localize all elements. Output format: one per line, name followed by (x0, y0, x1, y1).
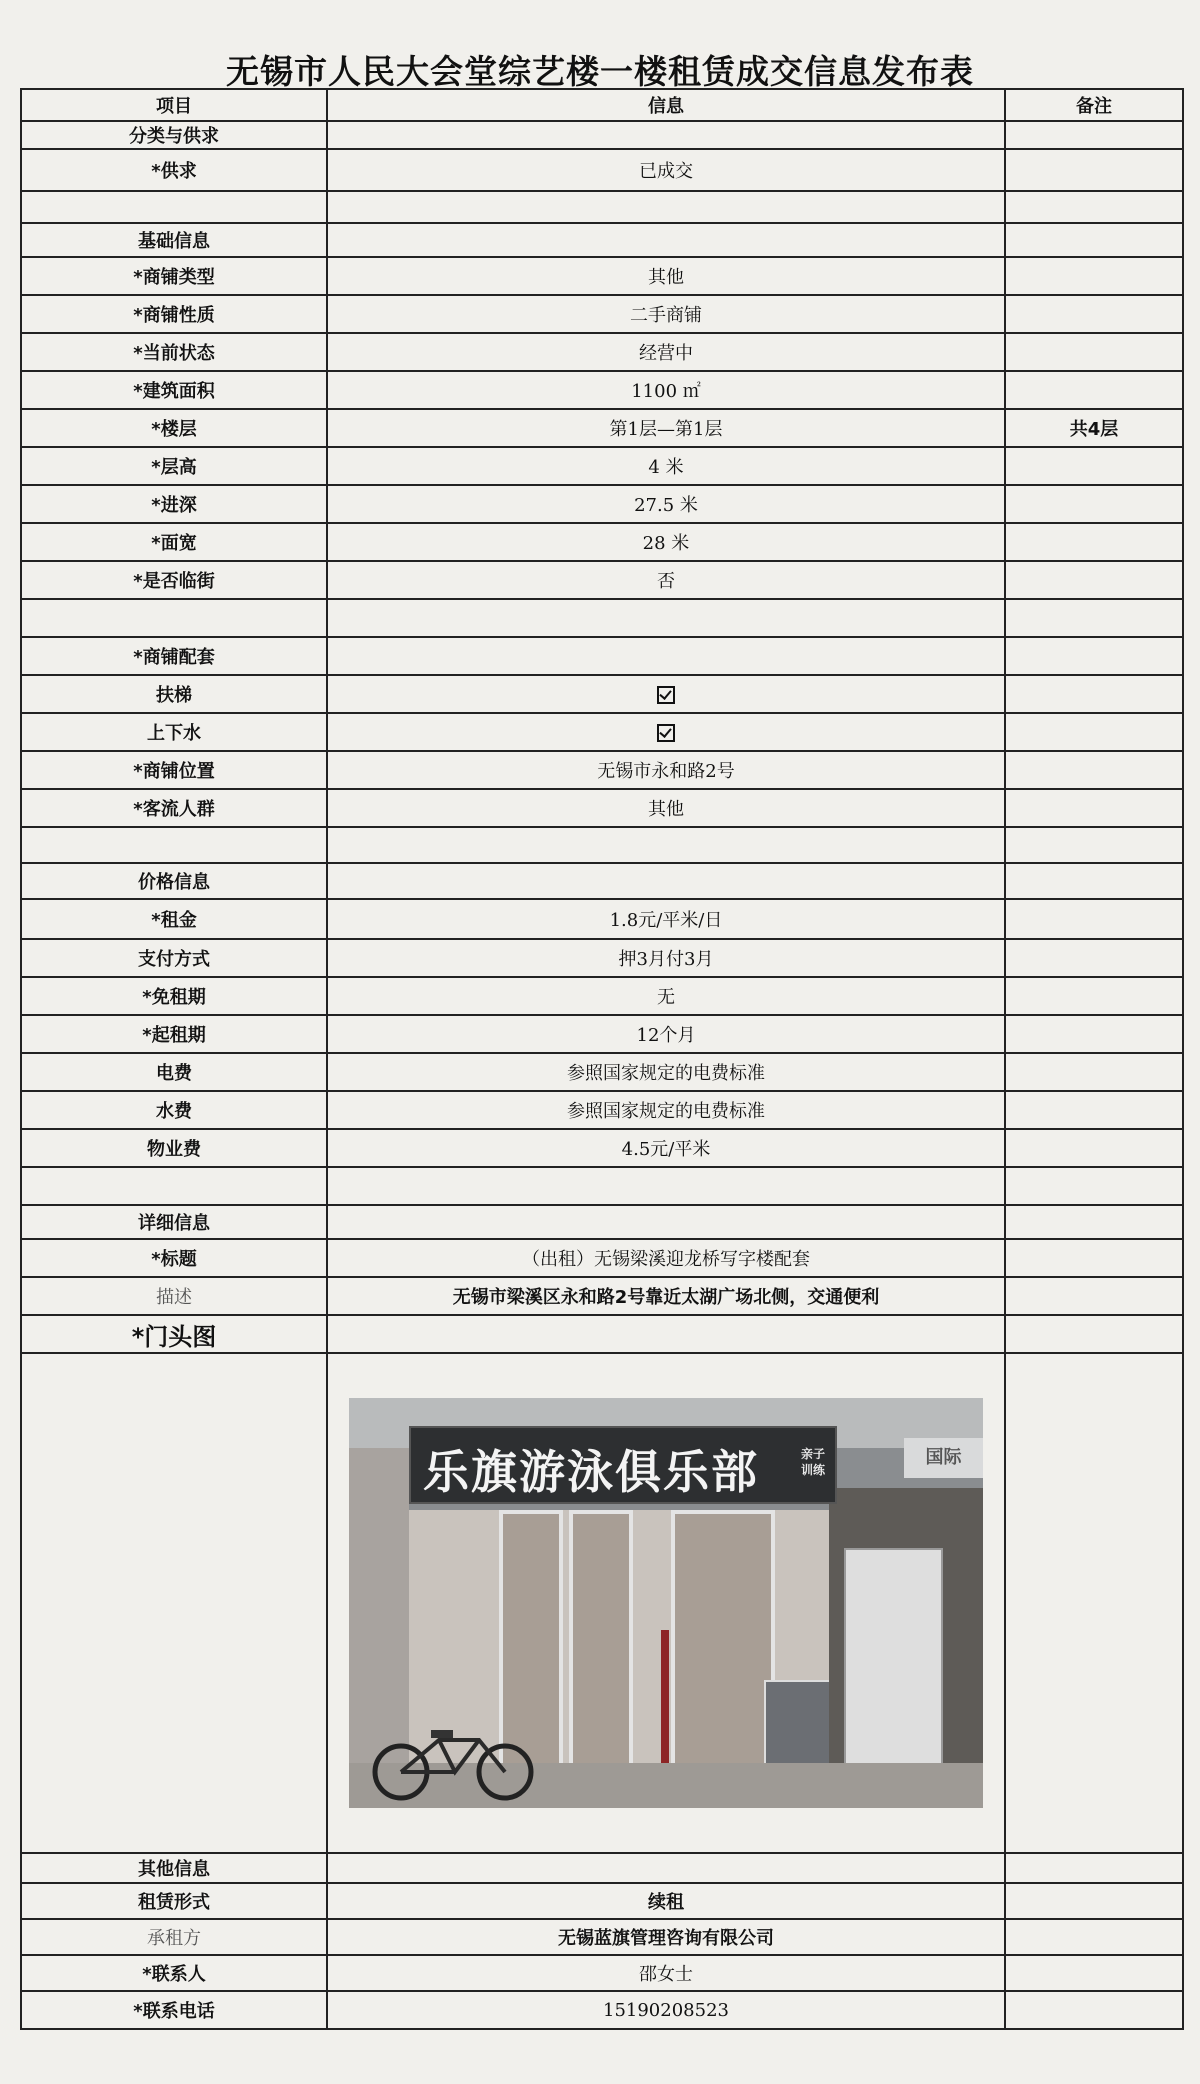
section-row (21, 223, 1183, 257)
water-check-cell (327, 713, 1005, 751)
header-item: 项目 (21, 89, 327, 121)
storefront-photo (349, 1398, 983, 1808)
row-value: 4 米 (327, 447, 1005, 485)
row-label: 支付方式 (21, 939, 327, 977)
row-note: 共4层 (1005, 409, 1183, 447)
table-row (21, 409, 1183, 447)
row-label: *进深 (21, 485, 327, 523)
row-value: 12个月 (327, 1015, 1005, 1053)
section-heading: 价格信息 (21, 863, 327, 899)
table-row (21, 789, 1183, 827)
row-value: 15190208523 (327, 1991, 1005, 2029)
checkbox-checked-icon[interactable] (657, 724, 675, 742)
header-note: 备注 (1005, 89, 1183, 121)
row-label: *标题 (21, 1239, 327, 1277)
table-row (21, 1091, 1183, 1129)
row-value: 否 (327, 561, 1005, 599)
row-label: 物业费 (21, 1129, 327, 1167)
row-value: 无锡市梁溪区永和路2号靠近太湖广场北侧，交通便利 (327, 1277, 1005, 1315)
row-value: 无锡蓝旗管理咨询有限公司 (327, 1919, 1005, 1955)
row-value: 押3月付3月 (327, 939, 1005, 977)
table-row (21, 485, 1183, 523)
table-row (21, 447, 1183, 485)
sign-small-text: 亲子 训练 (800, 1447, 825, 1477)
row-label: *联系人 (21, 1955, 327, 1991)
table-row (21, 1239, 1183, 1277)
section-heading: 基础信息 (21, 223, 327, 257)
table-row (21, 751, 1183, 789)
table-row (21, 295, 1183, 333)
row-label: 描述 (21, 1277, 327, 1315)
row-label: *是否临街 (21, 561, 327, 599)
table-row (21, 899, 1183, 939)
table-row (21, 333, 1183, 371)
row-value: 4.5元/平米 (327, 1129, 1005, 1167)
bicycle-icon (369, 1720, 539, 1805)
storefront-photo-cell (327, 1353, 1005, 1853)
row-label: *面宽 (21, 523, 327, 561)
table-row (21, 371, 1183, 409)
table-row (21, 149, 1183, 191)
row-label: *供求 (21, 149, 327, 191)
row-value: 参照国家规定的电费标准 (327, 1091, 1005, 1129)
row-label: *联系电话 (21, 1991, 327, 2029)
table-row (21, 1015, 1183, 1053)
blank-row (21, 191, 1183, 223)
section-row (21, 1853, 1183, 1883)
section-heading: 其他信息 (21, 1853, 327, 1883)
row-label: *楼层 (21, 409, 327, 447)
table-row (21, 1883, 1183, 1919)
table-row (21, 1129, 1183, 1167)
row-label: 扶梯 (21, 675, 327, 713)
row-label: *商铺位置 (21, 751, 327, 789)
row-value: 二手商铺 (327, 295, 1005, 333)
escalator-check-cell (327, 675, 1005, 713)
row-value: 已成交 (327, 149, 1005, 191)
checkbox-checked-icon[interactable] (657, 686, 675, 704)
row-label: *门头图 (21, 1315, 327, 1353)
page-title: 无锡市人民大会堂综艺楼一楼租赁成交信息发布表 (226, 52, 974, 91)
row-value: 1100 ㎡ (327, 371, 1005, 409)
table-row (21, 561, 1183, 599)
row-value: 第1层—第1层 (327, 409, 1005, 447)
row-label: 上下水 (21, 713, 327, 751)
table-row (21, 257, 1183, 295)
row-label: *层高 (21, 447, 327, 485)
table-row (21, 1053, 1183, 1091)
sign-text: 乐旗游泳俱乐部 (423, 1445, 759, 1499)
row-label: *商铺类型 (21, 257, 327, 295)
row-label: 水费 (21, 1091, 327, 1129)
section-row (21, 637, 1183, 675)
table-row (21, 1991, 1183, 2029)
table-row (21, 675, 1183, 713)
row-label: *租金 (21, 899, 327, 939)
table-row (21, 977, 1183, 1015)
blank-row (21, 599, 1183, 637)
row-value: 其他 (327, 257, 1005, 295)
table-row (21, 1277, 1183, 1315)
row-value: 邵女士 (327, 1955, 1005, 1991)
row-label: *免租期 (21, 977, 327, 1015)
table-row (21, 1315, 1183, 1353)
table-row (21, 713, 1183, 751)
table-row (21, 1955, 1183, 1991)
row-label: 承租方 (21, 1919, 327, 1955)
row-value: 续租 (327, 1883, 1005, 1919)
section-row (21, 121, 1183, 149)
header-info: 信息 (327, 89, 1005, 121)
row-label: *客流人群 (21, 789, 327, 827)
row-label: 租赁形式 (21, 1883, 327, 1919)
row-value: 经营中 (327, 333, 1005, 371)
row-value: 其他 (327, 789, 1005, 827)
row-label: *当前状态 (21, 333, 327, 371)
photo-signboard (409, 1426, 837, 1504)
section-row (21, 863, 1183, 899)
section-heading: 分类与供求 (21, 121, 327, 149)
row-label: 电费 (21, 1053, 327, 1091)
side-sign: 国际 (904, 1438, 983, 1478)
row-value: 27.5 米 (327, 485, 1005, 523)
blank-row (21, 827, 1183, 863)
lease-info-table (20, 88, 1184, 2030)
blank-row (21, 1167, 1183, 1205)
table-row (21, 939, 1183, 977)
row-label: *起租期 (21, 1015, 327, 1053)
header-row (21, 89, 1183, 121)
photo-row (21, 1353, 1183, 1853)
row-value: 无 (327, 977, 1005, 1015)
row-value: 参照国家规定的电费标准 (327, 1053, 1005, 1091)
row-value: 28 米 (327, 523, 1005, 561)
row-label: *建筑面积 (21, 371, 327, 409)
section-heading: *商铺配套 (21, 637, 327, 675)
row-value: 1.8元/平米/日 (327, 899, 1005, 939)
row-value: 无锡市永和路2号 (327, 751, 1005, 789)
table-row (21, 1919, 1183, 1955)
section-heading: 详细信息 (21, 1205, 327, 1239)
row-label: *商铺性质 (21, 295, 327, 333)
table-row (21, 523, 1183, 561)
section-row (21, 1205, 1183, 1239)
row-value: （出租）无锡梁溪迎龙桥写字楼配套 (327, 1239, 1005, 1277)
